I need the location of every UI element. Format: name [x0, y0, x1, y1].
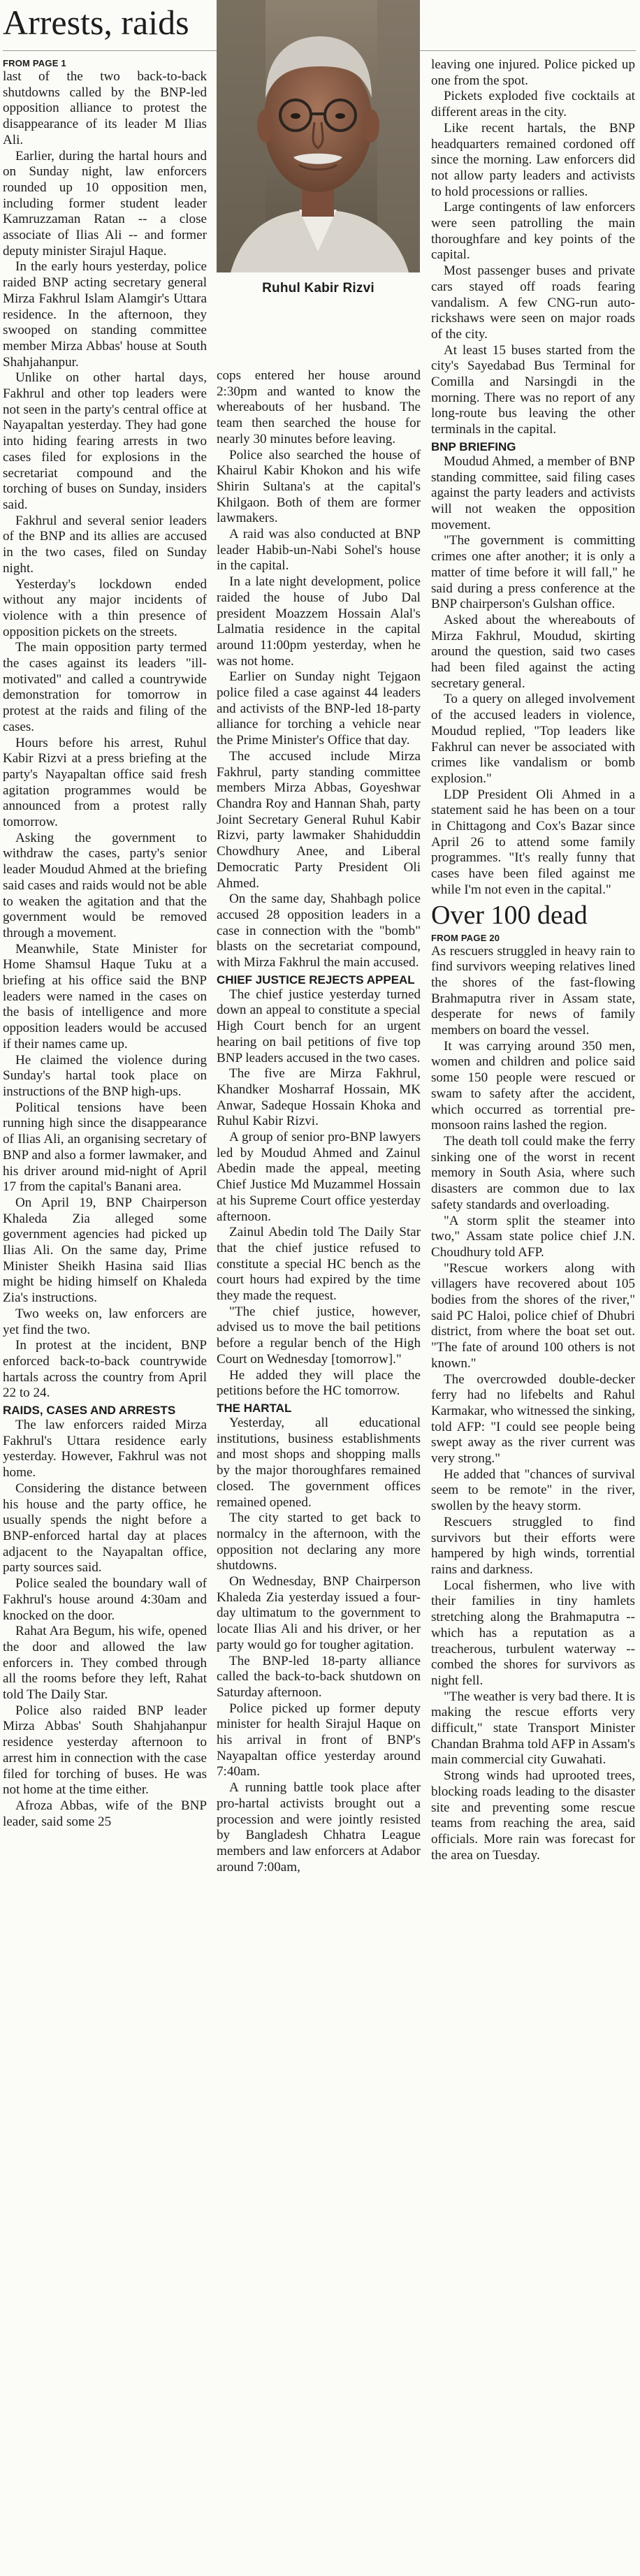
paragraph: The BNP-led 18-party alliance called the back-to-back shutdown on Saturday afternoon. [217, 1653, 421, 1700]
subhead: RAIDS, CASES AND ARRESTS [3, 1404, 176, 1418]
paragraph: The law enforcers raided Mirza Fakhrul's Uttara residence early yesterday. However, Fakhrul was not home. [3, 1418, 207, 1480]
paragraph: Local fishermen, who live with their families in tiny hamlets stretching along the Brahmaputra -- which has a reputation as a treacherous, turbulent waterway -- combed the shores for survivors as night fell. [431, 1578, 635, 1688]
second-article-headline: Over 100 dead [431, 900, 588, 930]
paragraph: Considering the distance between his house and the party office, he usually spends the night before a BNP-enforced hartal day at places adjacent to the Nayapaltan office, party sources said. [3, 1480, 207, 1576]
paragraph: To a query on alleged involvement of the accused leaders in violence, Moudud replied, "Top leaders like Fakhrul can never be associated with crimes like vandalism or bomb explosion." [431, 692, 635, 786]
paragraph: At least 15 buses started from the city's Sayedabad Bus Terminal for Comilla and Narsingdi in the morning. There was no report of any long-route bus leaving the other terminals in the capital. [431, 342, 635, 437]
paragraph: The chief justice yesterday turned down an appeal to constitute a special High Court bench for an urgent hearing on bail petitions of five top BNP leaders accused in the two cases. [217, 987, 421, 1065]
paragraph: A raid was also conducted at BNP leader Habib-un-Nabi Sohel's house in the capital. [217, 527, 421, 574]
paragraph: As rescuers struggled in heavy rain to find survivors weeping relatives lined the shores of the fast-flowing Brahmaputra river in Assam state, desperate for news of family members on board the vessel. [431, 943, 635, 1038]
article-column-2 [217, 57, 421, 2573]
paragraph: Police picked up former deputy minister for health Sirajul Haque on his arrival in front of BNP's Nayapaltan office yesterday around 7:40am. [217, 1701, 421, 1780]
paragraph: The city started to get back to normalcy in the afternoon, with the opposition not declaring any more shutdowns. [217, 1511, 421, 1573]
paragraph: The accused include Mirza Fakhrul, party standing committee members Mirza Abbas, Goyeshwar Chandra Roy and Hannan Shah, party Joint Secretary General Ruhul Kabir Rizvi, party lawmaker Shahiduddin Chowdhury Anee, and Liberal Democratic Party President Oli Ahmed. [217, 748, 421, 891]
dateline: FROM PAGE 1 [3, 58, 66, 68]
paragraph: In the early hours yesterday, police raided BNP acting secretary general Mirza Fakhrul Islam Alamgir's Uttara residence. In the afternoon, they swooped on standing committee member Mirza Abbas' house at South Shahjahanpur. [3, 259, 207, 370]
paragraph: Two weeks on, law enforcers are yet find the two. [3, 1306, 207, 1337]
paragraph: On Wednesday, BNP Chairperson Khaleda Zia yesterday issued a four-day ultimatum to the government to locate Ilias Ali and his driver, or her party would go for tougher agitation. [217, 1574, 421, 1652]
paragraph: On April 19, BNP Chairperson Khaleda Zia alleged some government agencies had picked up Ilias Ali. On the same day, Prime Minister Sheikh Hasina said Ilias might be hiding himself on Khaleda Zia's instructions. [3, 1195, 207, 1306]
paragraph: "The chief justice, however, advised us to move the bail petitions before a regular bench of the High Court on Wednesday [tomorrow]." [217, 1304, 421, 1367]
article-headline: Arrests, raids [3, 3, 189, 42]
paragraph: Police also raided BNP leader Mirza Abbas' South Shahjahanpur residence yesterday afternoon to arrest him in connection with the case filed for torching of buses. He was not home at the time either. [3, 1703, 207, 1798]
paragraph: It was carrying around 350 men, women and children and police said some 150 people were rescued or swam to safety after the accident, which occurred as torrential pre-monsoon rains lashed the region. [431, 1038, 635, 1133]
paragraph: Police also searched the house of Khairul Kabir Khokon and his wife Shirin Sultana's at the capital's Khilgaon. Both of them are former lawmakers. [217, 447, 421, 526]
paragraph: A group of senior pro-BNP lawyers led by Moudud Ahmed and Zainul Abedin made the appeal, meeting Chief Justice Md Muzammel Hossain at his Supreme Court office yesterday afternoon. [217, 1130, 421, 1224]
paragraph: He added that "chances of survival seem to be remote" in the river, swollen by the heavy storm. [431, 1467, 635, 1514]
paragraph: A running battle took place after pro-hartal activists brought out a procession and were jointly resisted by Bangladesh Chhatra League members and law enforcers at Adabor around 7:00am, [217, 1780, 421, 1875]
paragraph: Large contingents of law enforcers were seen patrolling the main thoroughfare and key points of the capital. [431, 200, 635, 263]
paragraph: "The government is committing crimes one after another; it is only a matter of time before it will fall," he said during a press conference at the BNP chairperson's Gulshan office. [431, 533, 635, 612]
paragraph: Rahat Ara Begum, his wife, opened the door and allowed the law enforcers in. They combed through all the rooms before they left, Rahat told The Daily Star. [3, 1624, 207, 1703]
paragraph: Political tensions have been running high since the disappearance of Ilias Ali, an organising secretary of BNP and also a former lawmaker, and his driver around mid-night of April 17 from the capital's Banani area. [3, 1100, 207, 1195]
paragraph: "The weather is very bad there. It is making the rescue efforts very difficult," state Transport Minister Chandan Brahma told AFP in Assam's main commercial city Guwahati. [431, 1689, 635, 1768]
paragraph: "A storm split the steamer into two," Assam state police chief J.N. Choudhury told AFP. [431, 1213, 635, 1260]
paragraph: Asking the government to withdraw the cases, party's senior leader Moudud Ahmed at the briefing said cases and raids would not be able to weaken the agitation and that the government would be removed through a movement. [3, 830, 207, 940]
paragraph: The main opposition party termed the cases against its leaders "ill-motivated" and called a countrywide demonstration for tomorrow in protest at the raids and filing of the cases. [3, 640, 207, 734]
paragraph: Pickets exploded five cocktails at different areas in the city. [431, 89, 635, 120]
paragraph: Rescuers struggled to find survivors but their efforts were hampered by high winds, torrential rains and darkness. [431, 1514, 635, 1577]
article-column-3 [431, 57, 635, 2573]
paragraph: Yesterday, all educational institutions, business establishments and most shops and shopping malls by the major thoroughfares remained closed. The government offices remained opened. [217, 1416, 421, 1510]
paragraph: Like recent hartals, the BNP headquarters remained cordoned off since the morning. Law enforcers did not allow party leaders and activists to hold processions or rallies. [431, 120, 635, 199]
photo-caption: Ruhul Kabir Rizvi [262, 281, 374, 296]
paragraph: He claimed the violence during Sunday's hartal took place on instructions of the BNP high-ups. [3, 1052, 207, 1099]
subhead: BNP BRIEFING [431, 439, 516, 453]
paragraph: Fakhrul and several senior leaders of the BNP and its allies are accused in the two cases, filed on Sunday night. [3, 513, 207, 576]
subhead: THE HARTAL [217, 1402, 292, 1415]
paragraph: Earlier, during the hartal hours and on Sunday night, law enforcers rounded up 10 opposition men, including former student leader Kamruzzaman Ratan -- a close associate of Ilias Ali -- and former deputy minister Sirajul Haque. [3, 148, 207, 259]
paragraph: LDP President Oli Ahmed in a statement said he has been on a tour in Chittagong and Cox's Bazar since April 26 to attend some family programmes. "It's really funny that cases have been filed against me while I'm not even in the capital." [431, 787, 635, 897]
paragraph: Unlike on other hartal days, Fakhrul and other top leaders were not seen in the party's central office at Nayapaltan yesterday. They had gone into hiding fearing arrests in two cases filed for explosions in the secretariat compound and the torching of buses on Sunday, insiders said. [3, 370, 207, 512]
paragraph: "Rescue workers along with villagers have recovered about 105 bodies from the shores of the river," said PC Haloi, police chief of Dhubri district, from where the boat set out. "The fate of around 100 others is not known." [431, 1260, 635, 1371]
paragraph: Police sealed the boundary wall of Fakhrul's house around 4:30am and knocked on the door. [3, 1576, 207, 1623]
paragraph: Earlier on Sunday night Tejgaon police filed a case against 44 leaders and activists of the BNP-led 18-party alliance for torching a vehicle near the Prime Minister's Office that day. [217, 669, 421, 748]
paragraph: Moudud Ahmed, a member of BNP standing committee, said filing cases against the party leaders and activists will not weaken the opposition movement. [431, 453, 635, 532]
paragraph: In protest at the incident, BNP enforced back-to-back countrywide hartals across the country from April 22 to 24. [3, 1338, 207, 1401]
subhead: CHIEF JUSTICE REJECTS APPEAL [217, 973, 415, 987]
paragraph: leaving one injured. Police picked up one from the spot. [431, 57, 635, 88]
paragraph: Strong winds had uprooted trees, blocking roads leading to the disaster site and preventing some rescue teams from reaching the area, said officials. More rain was forecast for the area on Tuesday. [431, 1768, 635, 1863]
paragraph: Zainul Abedin told The Daily Star that the chief justice refused to constitute a special HC bench as the court hours had expired by the time they made the request. [217, 1225, 421, 1304]
paragraph: Asked about the whereabouts of Mirza Fakhrul, Moudud, skirting around the question, said two cases had been filed against the acting secretary general. [431, 612, 635, 691]
paragraph: He added they will place the petitions before the HC tomorrow. [217, 1367, 421, 1399]
paragraph: Meanwhile, State Minister for Home Shamsul Haque Tuku at a briefing at his office said the BNP leaders were named in the cases on the basis of intelligence and more opposition leaders would be accused if their names came up. [3, 941, 207, 1051]
paragraph: In a late night development, police raided the house of Jubo Dal president Moazzem Hossain Alal's Lalmatia residence in the capital around 11:00pm yesterday, when he was not home. [217, 574, 421, 669]
paragraph: Yesterday's lockdown ended without any major incidents of violence with a thin presence of opposition pickets on the streets. [3, 576, 207, 639]
paragraph: Most passenger buses and private cars stayed off roads fearing vandalism. A few CNG-run auto-rickshaws were seen on major roads of the city. [431, 263, 635, 342]
paragraph: The death toll could make the ferry sinking one of the worst in recent memory in South Asia, where such disasters are common due to lax safety standards and overloading. [431, 1134, 635, 1212]
dateline: FROM PAGE 20 [431, 932, 500, 943]
paragraph: The overcrowded double-decker ferry had no lifebelts and Rahul Karmakar, who witnessed the sinking, told AFP: "I could see people being swept away as the river current was very strong." [431, 1371, 635, 1467]
paragraph: Hours before his arrest, Ruhul Kabir Rizvi at a press briefing at the party's Nayapaltan office said fresh agitation programmes would be announced from a protest rally tomorrow. [3, 735, 207, 830]
paragraph: cops entered her house around 2:30pm and wanted to know the whereabouts of her husband. The team then searched the house for nearly 30 minutes before leaving. [217, 368, 421, 446]
paragraph: The five are Mirza Fakhrul, Khandker Mosharraf Hossain, MK Anwar, Sadeque Hossain Khoka and Ruhul Kabir Rizvi. [217, 1066, 421, 1129]
paragraph: Afroza Abbas, wife of the BNP leader, said some 25 [3, 1798, 207, 1829]
paragraph: On the same day, Shahbagh police accused 28 opposition leaders in a case in connection with the "bomb" blasts on the secretariat compound, with Mirza Fakhrul the main accused. [217, 892, 421, 970]
paragraph: last of the two back-to-back shutdowns called by the BNP-led opposition alliance to protest the disappearance of its leader M Ilias Ali. [3, 69, 207, 147]
article-column-1 [3, 57, 207, 2573]
